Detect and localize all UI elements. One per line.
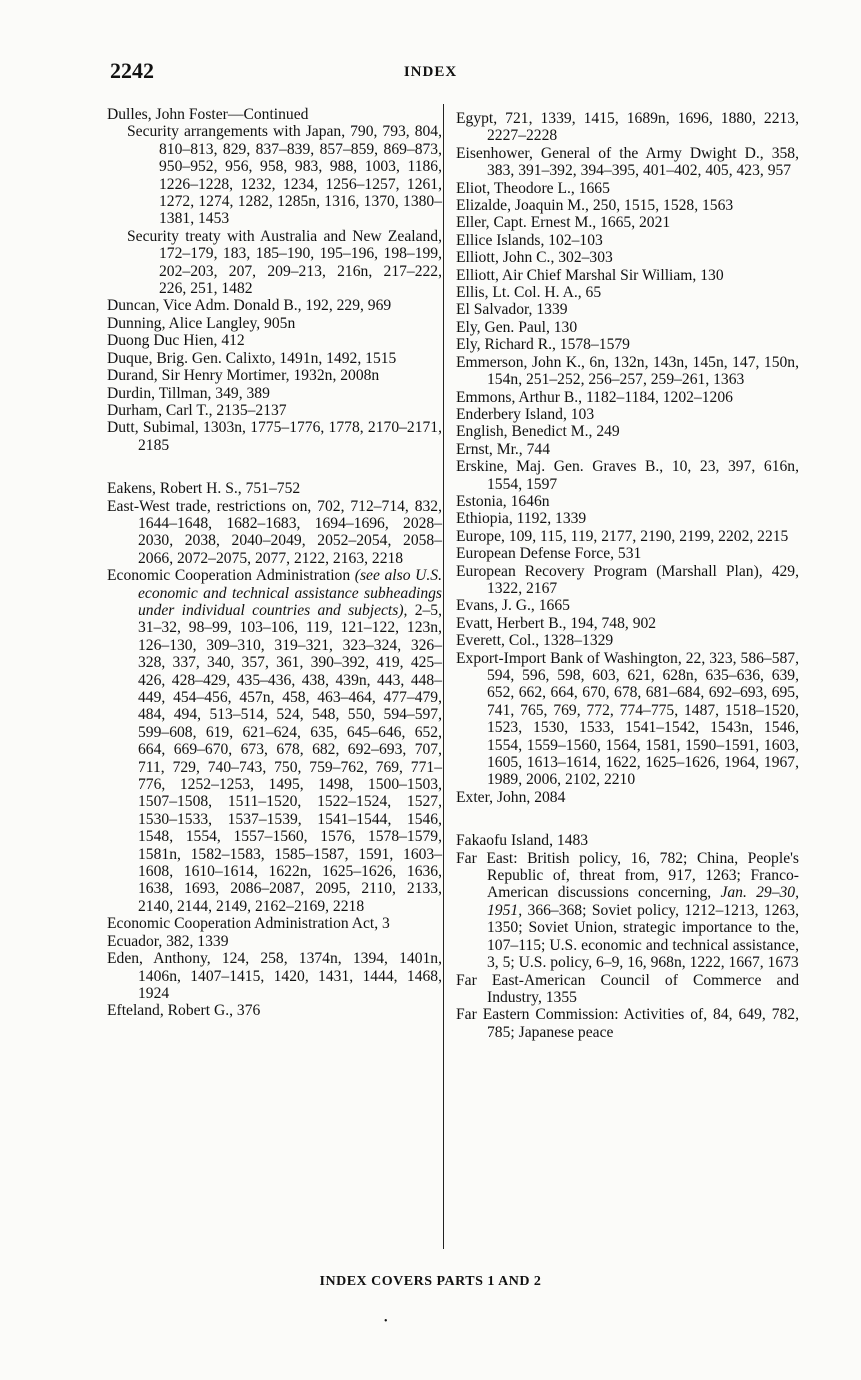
index-subentry: Security treaty with Australia and New Zealand, 172–179, 183, 185–190, 195–196, 198–199, 202–203, 207, 209–213, 216n, 217–222, 226, 251, 1482	[127, 227, 442, 298]
index-column-left	[104, 106, 442, 1020]
index-entry: European Recovery Program (Marshall Plan), 429, 1322, 2167	[456, 562, 799, 597]
index-entry: Egypt, 721, 1339, 1415, 1689n, 1696, 1880, 2213, 2227–2228	[456, 110, 799, 145]
index-entry: Enderbery Island, 103	[456, 405, 595, 423]
index-entry: Durdin, Tillman, 349, 389	[107, 384, 270, 402]
index-entry: Export-Import Bank of Washington, 22, 323, 586–587, 594, 596, 598, 603, 621, 628n, 635–636, 639, 652, 662, 664, 670, 678, 681–684, 692–693, 695, 741, 765, 769, 772, 774–775, 1487, 1518–1520, 1523, 1530, 1533, 1541–1542, 1543n, 1546, 1554, 1559–1560, 1564, 1581, 1590–1591, 1603, 1605, 1613–1614, 1622, 1625–1626, 1964, 1967, 1989, 2006, 2102, 2210	[456, 649, 799, 789]
footer-mark: •	[384, 1316, 388, 1327]
index-entry: Europe, 109, 115, 119, 2177, 2190, 2199, 2202, 2215	[456, 527, 789, 545]
index-entry: Durham, Carl T., 2135–2137	[107, 401, 287, 419]
index-entry: Ernst, Mr., 744	[456, 440, 550, 458]
index-entry: Erskine, Maj. Gen. Graves B., 10, 23, 397, 616n, 1554, 1597	[456, 458, 799, 493]
page-number: 2242	[110, 58, 154, 83]
index-entry: Elliott, John C., 302–303	[456, 249, 613, 267]
section-gap	[453, 806, 799, 832]
index-entry: Elliott, Air Chief Marshal Sir William, 130	[456, 266, 724, 284]
index-entry: Duque, Brig. Gen. Calixto, 1491n, 1492, 1515	[107, 349, 397, 367]
index-entry: English, Benedict M., 249	[456, 423, 620, 441]
index-entry: Ethiopia, 1192, 1339	[456, 510, 587, 528]
entry-text-continued: 366–368; Soviet policy, 1212–1213, 1263, 1350; Soviet Union, strategic importance to the, 107–115; U.S. economic and technical assistance, 3, 5; U.S. policy, 6–9, 16, 968n, 1222, 1667, 1673	[487, 901, 799, 972]
index-entry: Evatt, Herbert B., 194, 748, 902	[456, 614, 657, 632]
index-entry: Dulles, John Foster—Continued	[107, 106, 309, 123]
index-entry: Far Eastern Commission: Activities of, 84, 649, 782, 785; Japanese peace	[456, 1006, 799, 1041]
index-entry: Economic Cooperation Administration Act, 3	[107, 915, 390, 933]
index-entry: Eller, Capt. Ernest M., 1665, 2021	[456, 214, 671, 232]
index-entry: Duong Duc Hien, 412	[107, 332, 245, 350]
index-entry: Emmons, Arthur B., 1182–1184, 1202–1206	[456, 388, 733, 406]
index-entry: Estonia, 1646n	[456, 492, 550, 510]
index-entry: Ellis, Lt. Col. H. A., 65	[456, 284, 602, 302]
index-entry: Eden, Anthony, 124, 258, 1374n, 1394, 1401n, 1406n, 1407–1415, 1420, 1431, 1444, 1468, 1924	[107, 950, 442, 1002]
index-entry: Eakens, Robert H. S., 751–752	[107, 480, 301, 498]
index-subentry: Security arrangements with Japan, 790, 793, 804, 810–813, 829, 837–839, 857–859, 869–873, 950–952, 956, 958, 983, 988, 1003, 1186, 1226–1228, 1232, 1234, 1256–1257, 1261, 1272, 1274, 1282, 1285n, 1316, 1370, 1380–1381, 1453	[127, 123, 442, 228]
column-divider	[443, 104, 444, 1249]
index-entry: Ecuador, 382, 1339	[107, 932, 229, 950]
index-entry: Far East-American Council of Commerce and Industry, 1355	[456, 971, 799, 1006]
entry-pages: 2–5, 31–32, 98–99, 103–106, 119, 121–122, 123n, 126–130, 309–310, 319–321, 323–324, 326–328, 337, 340, 357, 361, 390–392, 419, 425–426, 428–429, 435–436, 438, 439n, 443, 448–449, 454–456, 457n, 458, 463–464, 477–479, 484, 494, 513–514, 524, 548, 550, 594–597, 599–608, 619, 621–624, 635, 645–646, 652, 664, 669–670, 673, 678, 682, 692–693, 707, 711, 729, 740–743, 750, 759–762, 769, 771–776, 1252–1253, 1495, 1498, 1500–1503, 1507–1508, 1511–1520, 1522–1524, 1527, 1530–1533, 1537–1539, 1541–1544, 1546, 1548, 1554, 1557–1560, 1576, 1578–1579, 1581n, 1582–1583, 1585–1587, 1591, 1603–1608, 1610–1614, 1622n, 1625–1626, 1636, 1638, 1693, 2086–2087, 2095, 2110, 2133, 2140, 2144, 2149, 2162–2169, 2218	[138, 601, 442, 915]
index-entry: Efteland, Robert G., 376	[107, 1002, 261, 1020]
index-entry: Fakaofu Island, 1483	[456, 832, 589, 850]
index-entry-economic-cooperation	[104, 567, 442, 915]
section-gap	[104, 454, 442, 480]
index-entry: Evans, J. G., 1665	[456, 597, 570, 615]
index-entry: Exter, John, 2084	[456, 788, 566, 806]
index-entry: Dunning, Alice Langley, 905n	[107, 314, 296, 332]
running-head: INDEX	[403, 64, 458, 80]
index-entry: Ely, Gen. Paul, 130	[456, 318, 578, 336]
index-entry: Durand, Sir Henry Mortimer, 1932n, 2008n	[107, 367, 380, 385]
index-entry: Eisenhower, General of the Army Dwight D., 358, 383, 391–392, 394–395, 401–402, 405, 423, 957	[456, 144, 799, 180]
entry-text: Far East: British policy, 16, 782; China, People's Republic of, threat from, 917, 1263; Franco-American discussions concerning,	[456, 849, 799, 902]
index-column-right	[453, 110, 799, 1041]
index-entry: Ely, Richard R., 1578–1579	[456, 336, 630, 354]
footer-note: INDEX COVERS PARTS 1 AND 2	[319, 1274, 542, 1289]
index-entry: Dutt, Subimal, 1303n, 1775–1776, 1778, 2170–2171, 2185	[107, 419, 442, 454]
index-entry: Duncan, Vice Adm. Donald B., 192, 229, 969	[107, 297, 392, 315]
index-entry: El Salvador, 1339	[456, 301, 568, 319]
index-entry: Ellice Islands, 102–103	[456, 231, 603, 249]
index-entry: Everett, Col., 1328–1329	[456, 632, 614, 650]
index-entry: East-West trade, restrictions on, 702, 712–714, 832, 1644–1648, 1682–1683, 1694–1696, 2028–2030, 2038, 2040–2049, 2052–2054, 2058–2066, 2072–2075, 2077, 2122, 2163, 2218	[107, 497, 442, 567]
index-entry: Eliot, Theodore L., 1665	[456, 179, 610, 197]
entry-heading: Economic Cooperation Administration	[107, 567, 351, 585]
index-entry: European Defense Force, 531	[456, 545, 642, 563]
see-also-note: (see also U.S. economic and technical assistance subheadings under individual countries and subjects),	[138, 567, 442, 619]
index-entry: Emmerson, John K., 6n, 132n, 143n, 145n, 147, 150n, 154n, 251–252, 256–257, 259–261, 1363	[456, 353, 799, 389]
index-entry-far-east	[453, 850, 799, 972]
index-entry: Elizalde, Joaquin M., 250, 1515, 1528, 1563	[456, 197, 734, 215]
date-italic: Jan. 29–30, 1951,	[487, 884, 799, 919]
